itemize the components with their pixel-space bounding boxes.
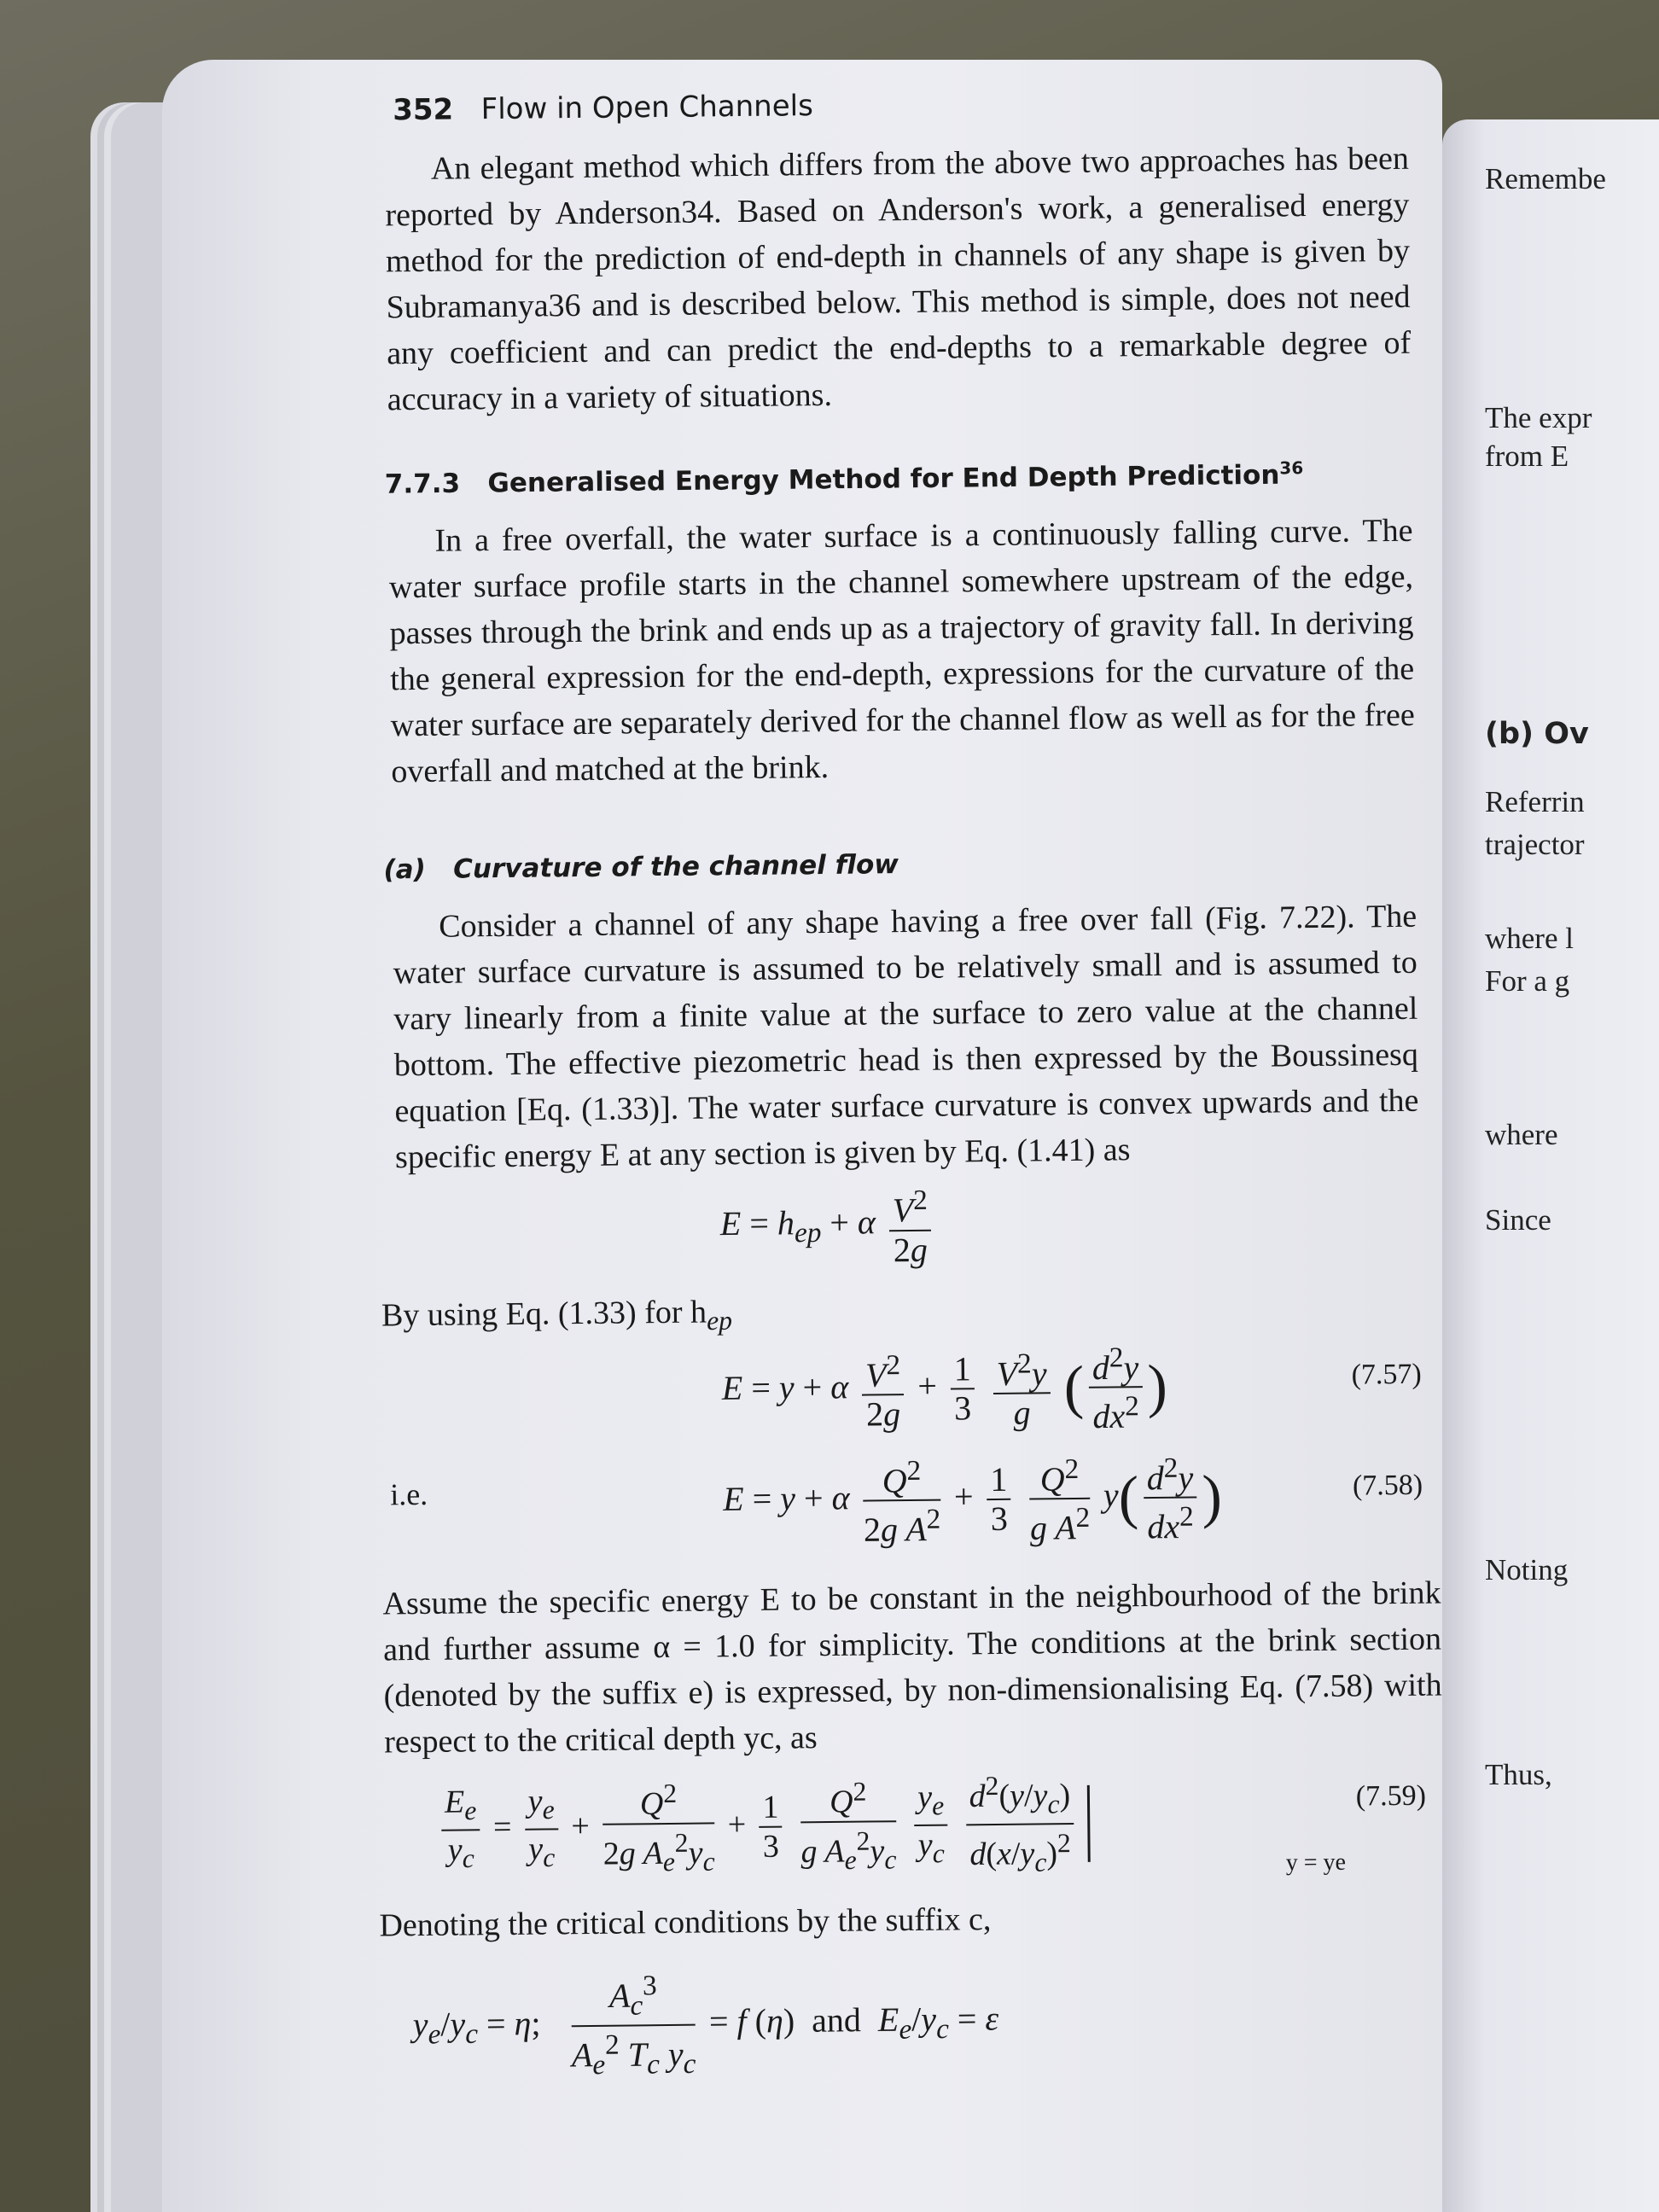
equation-number: (7.58) bbox=[1352, 1469, 1423, 1502]
right-fragment: Thus, bbox=[1485, 1758, 1552, 1791]
page-number: 352 bbox=[392, 92, 454, 128]
equation-number: (7.59) bbox=[1355, 1779, 1427, 1813]
equation-7-58 bbox=[381, 1440, 1441, 1562]
equation-7-57 bbox=[380, 1329, 1439, 1451]
right-fragment: where l bbox=[1485, 922, 1574, 955]
equation-energy bbox=[378, 1170, 1437, 1275]
right-fragment: Remembe bbox=[1485, 162, 1606, 195]
denoting-line: Denoting the critical conditions by the suffix c, bbox=[379, 1901, 992, 1944]
equation-body: $\frac{E_e}{y_c}$ = $\frac{y_e}{y_c}$ + $\frac{Q^2}{2g A_e^2y_c}$ + $\frac{1}{3}$ $\frac{Q^2}{g A_e^2y_c}$ $\frac{y_e}{y_c}$ $\frac{d^2(y/y_c)}{d(x/y_c)^2}$ bbox=[436, 1767, 1091, 1889]
section-number: 7.7.3 bbox=[384, 468, 461, 500]
running-title: Flow in Open Channels bbox=[480, 89, 814, 127]
equation-body: E = y + α $\frac{V^2}{2g}$ + $\frac{1}{3}$ $\frac{V^2y}{g}$ ( $\frac{d^2y}{dx^2}$ ) bbox=[721, 1339, 1167, 1440]
right-fragment: The expr bbox=[1485, 401, 1592, 434]
equation-body: E = y + α $\frac{Q^2}{2g A^2}$ + $\frac{1}{3}$ $\frac{Q^2}{g A^2}$ y( $\frac{d^2y}{dx^2}$ ) bbox=[723, 1449, 1223, 1551]
right-fragment: Noting bbox=[1485, 1553, 1569, 1586]
equation-definitions: $y_e/y_c = \eta$; $\frac{A_c^3}{A_e^2 T_c y_c}$ = f (η) and $E_e/y_c = \varepsilon$ bbox=[412, 1959, 1463, 2087]
right-page bbox=[1442, 119, 1659, 2212]
page-content bbox=[333, 82, 1463, 2087]
right-fragment: from E bbox=[1485, 439, 1569, 473]
section-paragraph: In a free overfall, the water surface is a continuously falling curve. The water surface profile starts in the channel somewhere upstream of the edge, passes through the brink and ends up as a trajectory of gravity fall. In deriving the general expression for the end-depth, expressions for the curvature of the water surface are separately derived for the channel flow as well as for the free overfall and matched at the brink. bbox=[388, 513, 1415, 790]
subsection-paragraph: Consider a channel of any shape having a free over fall (Fig. 7.22). The water surface curvature is assumed to be relatively small and is assumed to vary linearly from a finite value at the surface to zero value at the channel bottom. The effective piezometric head is then expressed by the Boussinesq equation [Eq. (1.33)]. The water surface curvature is convex upwards and the specific energy E at any section is given by Eq. (1.41) as bbox=[393, 899, 1419, 1176]
section-heading bbox=[385, 456, 1447, 499]
intro-paragraph: An elegant method which differs from the above two approaches has been reported by Anderson34. Based on Anderson's work, a generalised energy method for the prediction of end-depth in channels of any shape is given by Subramanya36 and is described below. This method is simple, does not need any coefficient and can predict the end-depths to a remarkable degree of accuracy in a variety of situations. bbox=[385, 140, 1412, 418]
ie-label: i.e. bbox=[389, 1476, 428, 1512]
subsection-label: (a) bbox=[383, 854, 426, 886]
right-fragment: For a g bbox=[1485, 964, 1570, 998]
section-ref: 36 bbox=[1279, 457, 1304, 479]
subsection-heading bbox=[383, 844, 1450, 886]
equation-number: (7.57) bbox=[1351, 1358, 1422, 1391]
right-fragment: Since bbox=[1485, 1203, 1551, 1237]
assume-paragraph: Assume the specific energy E to be constant in the neighbourhood of the brink and further assume α = 1.0 for simplicity. The conditions at the brink section (denoted by the suffix e) is expressed, by non-dimensionalising Eq. (7.58) with respect to the critical depth yc, as bbox=[382, 1575, 1442, 1761]
equation-7-59 bbox=[376, 1754, 1444, 1884]
subsection-title: Curvature of the channel flow bbox=[452, 849, 899, 885]
equation-body: $E = h_{ep} + \alpha$ $\frac{V^2}{2g}$ bbox=[719, 1182, 936, 1271]
right-fragment: Referrin bbox=[1485, 785, 1585, 818]
right-fragment: trajector bbox=[1485, 828, 1585, 861]
right-fragment: where bbox=[1485, 1118, 1558, 1151]
section-title: Generalised Energy Method for End Depth Prediction bbox=[487, 459, 1280, 499]
using-line: By using Eq. (1.33) for $h_{ep}$ bbox=[381, 1294, 733, 1336]
evaluation-note: y = ye bbox=[1285, 1848, 1347, 1877]
right-fragment: (b) Ov bbox=[1485, 717, 1589, 751]
